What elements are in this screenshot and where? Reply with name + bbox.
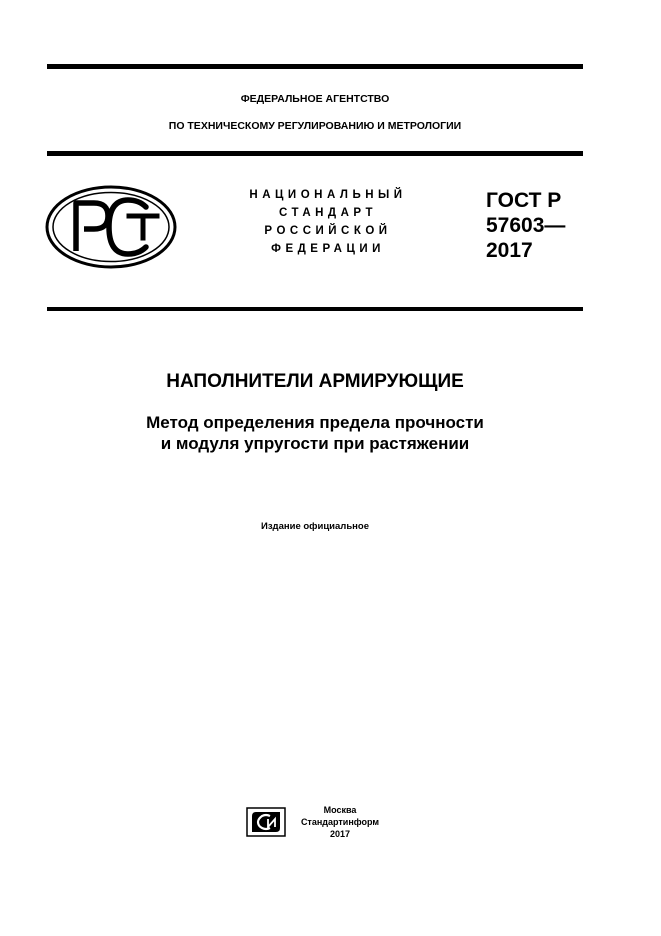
national-line: ФЕДЕРАЦИИ <box>271 243 385 255</box>
gost-line-2: 57603— <box>486 214 566 237</box>
publisher-city: Москва <box>323 805 357 815</box>
national-standard-label <box>228 186 428 258</box>
gost-line-1: ГОСТ Р <box>486 189 562 212</box>
national-line: РОССИЙСКОЙ <box>264 225 392 237</box>
document-subtitle <box>47 412 583 454</box>
gost-line-3: 2017 <box>486 239 533 262</box>
agency-line-2: ПО ТЕХНИЧЕСКОМУ РЕГУЛИРОВАНИЮ И МЕТРОЛОГИИ <box>168 120 462 132</box>
subtitle-line-2: и модуля упругости при растяжении <box>160 434 470 453</box>
gost-designation <box>486 188 565 263</box>
agency-line-1: ФЕДЕРАЛЬНОЕ АГЕНТСТВО <box>240 93 390 105</box>
publisher-name: Стандартинформ <box>300 817 380 827</box>
top-rule <box>47 64 583 69</box>
publisher-block <box>292 804 388 840</box>
subtitle-line-1: Метод определения предела прочности <box>146 413 484 432</box>
document-title: НАПОЛНИТЕЛИ АРМИРУЮЩИЕ <box>166 371 464 392</box>
national-line: НАЦИОНАЛЬНЫЙ <box>249 189 407 201</box>
edition-label: Издание официальное <box>261 521 369 532</box>
national-line: СТАНДАРТ <box>279 207 377 219</box>
standard-bottom-rule <box>47 307 583 311</box>
header-bottom-rule <box>47 151 583 156</box>
rst-certification-mark-icon <box>45 185 177 269</box>
publisher-year: 2017 <box>329 829 351 839</box>
standartinform-logo-icon <box>246 807 286 837</box>
